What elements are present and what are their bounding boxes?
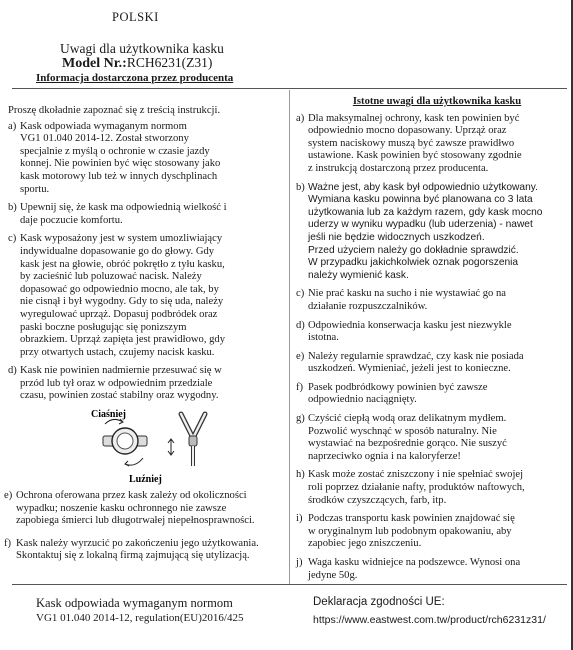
list-item bbox=[296, 288, 568, 313]
item-letter: b) bbox=[8, 202, 17, 214]
item-letter: e) bbox=[296, 350, 305, 362]
list-item bbox=[296, 320, 568, 345]
item-letter: g) bbox=[296, 413, 305, 425]
item-letter: c) bbox=[8, 233, 17, 245]
intro-text: Proszę dkoładnie zapoznać się z treścią instrukcji. bbox=[8, 105, 221, 116]
chin-strap-icon bbox=[181, 414, 205, 466]
item-text: Kask nie powinien nadmiernie przesuwać się w przód lub tył oraz w odpowiednim przedziale czasu, powinien zostać stabilny oraz wygodny. bbox=[20, 365, 222, 402]
item-letter: f) bbox=[4, 537, 12, 549]
item-letter: b) bbox=[296, 181, 305, 193]
list-item bbox=[296, 182, 568, 283]
list-item bbox=[296, 557, 568, 582]
item-text: Nie prać kasku na sucho i nie wystawiać go na działanie rozpuszczalników. bbox=[308, 288, 506, 312]
left-lower-notes bbox=[4, 490, 289, 571]
declaration-url[interactable]: https://www.eastwest.com.tw/product/rch6231z31/ bbox=[313, 614, 546, 626]
item-text: Kask wyposażony jest w system umozliwiający indywidualne dopasowanie go do głowy. Gdy kask jest na głowie, obróć pokrętło z tyłu kasku, by zacieśnić lub poluzować nacisk. Należy dopasować go odpowiednio mocno, ale tak, by nie cisnął i był wygodny. Gdy to się uda, należy wyregulować uprząż. Dopasuj podbródek oraz paski boczne posługując się ponizszym obrazkiem. Uprząż zapięta jest prawidłowo, gdy przy otwartych ustach, czujemy nacisk kasku. bbox=[20, 233, 226, 358]
list-item bbox=[296, 413, 568, 463]
item-text: Upewnij się, że kask ma odpowiednią wielkość i daje poczucie komfortu. bbox=[20, 202, 227, 226]
list-item bbox=[296, 351, 568, 376]
list-item bbox=[296, 513, 568, 551]
item-text: Odpowiednia konserwacja kasku jest niezwykle istotna. bbox=[308, 319, 512, 344]
list-item bbox=[8, 121, 284, 197]
column-divider bbox=[289, 90, 290, 584]
norm-regulation: VG1 01.040 2014-12, regulation(EU)2016/425 bbox=[36, 612, 244, 624]
norm-statement: Kask odpowiada wymaganym normom bbox=[36, 596, 233, 610]
bottom-divider bbox=[12, 584, 567, 585]
dial-and-strap-illustration bbox=[85, 408, 215, 490]
looser-label: Luźniej bbox=[129, 474, 162, 485]
right-column bbox=[296, 96, 568, 588]
top-divider bbox=[12, 88, 567, 89]
item-letter: h) bbox=[296, 469, 305, 481]
item-letter: e) bbox=[4, 490, 13, 501]
adjustment-diagram bbox=[85, 408, 215, 490]
list-item bbox=[296, 382, 568, 407]
up-down-arrows-icon bbox=[168, 439, 174, 455]
left-column bbox=[8, 105, 284, 409]
language-heading: POLSKI bbox=[112, 10, 159, 24]
model-label: Model Nr.: bbox=[62, 56, 127, 71]
item-text: Kask może zostać zniszczony i nie spełniać swojej roli poprzez działanie nafty, produktów naftowych, środków czyszczących, farb, itp. bbox=[308, 469, 525, 506]
item-letter: c) bbox=[296, 288, 305, 300]
list-item bbox=[8, 202, 284, 227]
item-letter: j) bbox=[296, 557, 303, 568]
item-letter: a) bbox=[8, 120, 17, 132]
model-value: RCH6231(Z31) bbox=[126, 55, 213, 70]
list-item bbox=[8, 365, 284, 403]
item-letter: i) bbox=[296, 513, 303, 525]
item-text: Waga kasku widniejce na podszewce. Wynosi ona jedyne 50g. bbox=[308, 557, 521, 581]
list-item bbox=[4, 538, 289, 563]
item-text: Należy regularnie sprawdzać, czy kask nie posiada uszkodzeń. Wymieniać, jeżeli jest to konieczne. bbox=[308, 350, 524, 375]
document-title: Uwagi dla użytkownika kasku bbox=[60, 41, 224, 56]
model-number bbox=[62, 55, 212, 72]
item-text: Kask odpowiada wymaganym normom VG1 01.040 2014-12. Został stworzony specjalnie z myślą o ochronie w czasie jazdy konnej. Nie powinien być więc stosowany jako kask motorowy lub też w innych dyschplinach sportu. bbox=[20, 120, 221, 195]
list-item bbox=[8, 233, 284, 359]
tighter-label: Ciaśniej bbox=[91, 409, 126, 420]
item-text: Ochrona oferowana przez kask zależy od okoliczności wypadku; noszenie kasku ochronnego nie zawsze zapobiega śmierci lub długotrwałej niepełnosprawności. bbox=[16, 490, 255, 527]
item-text: Ważne jest, aby kask był odpowiednio użytkowany. Wymiana kasku powinna być planowana co 3 lata użytkowania lub za każdym razem, gdy kask mocno uderzy w wyniku wypadku (lub uderzenia) - nawet jeśli nie będzie widocznych uszkodzeń. Przed użyciem należy go dokładnie sprawdzić. W przypadku jakichkolwiek oznak pogorszenia należy wymienić kask. bbox=[308, 181, 543, 281]
declaration-label: Deklaracja zgodności UE: bbox=[313, 596, 445, 608]
item-letter: d) bbox=[296, 319, 305, 331]
list-item bbox=[296, 469, 568, 507]
producer-info: Informacja dostarczona przez producenta bbox=[36, 72, 234, 84]
item-text: Pasek podbródkowy powinien być zawsze odpowiednio naciągnięty. bbox=[308, 381, 488, 406]
list-item bbox=[296, 113, 568, 176]
item-text: Kask należy wyrzucić po zakończeniu jego użytkowania. Skontaktuj się z lokalną firmą zajmującą się utylizacją. bbox=[16, 537, 259, 562]
item-text: Dla maksymalnej ochrony, kask ten powinien być odpowiednio mocno dopasowany. Uprząż oraz system naciskowy muszą być zawsze prawidłwo ustawione. Kask powinien być stosowany zgodnie z instrukcją dostarczoną przez producenta. bbox=[308, 112, 522, 174]
item-letter: f) bbox=[296, 381, 304, 393]
item-text: Czyścić ciepłą wodą oraz delikatnym mydłem. Pozwolić wyschnąć w sposób naturalny. Nie wystawiać na bezpośrednie gorąco. Nie suszyć naprzeciwko ognia i na kaloryferze! bbox=[308, 413, 507, 462]
important-notes-title: Istotne uwagi dla użytkownika kasku bbox=[352, 96, 522, 107]
item-letter: a) bbox=[296, 112, 305, 124]
list-item bbox=[4, 490, 289, 528]
item-text: Podczas transportu kask powinien znajdować się w oryginalnym lub podobnym opakowaniu, aby zapobiec jego zniszczeniu. bbox=[308, 513, 515, 550]
item-letter: d) bbox=[8, 365, 17, 377]
